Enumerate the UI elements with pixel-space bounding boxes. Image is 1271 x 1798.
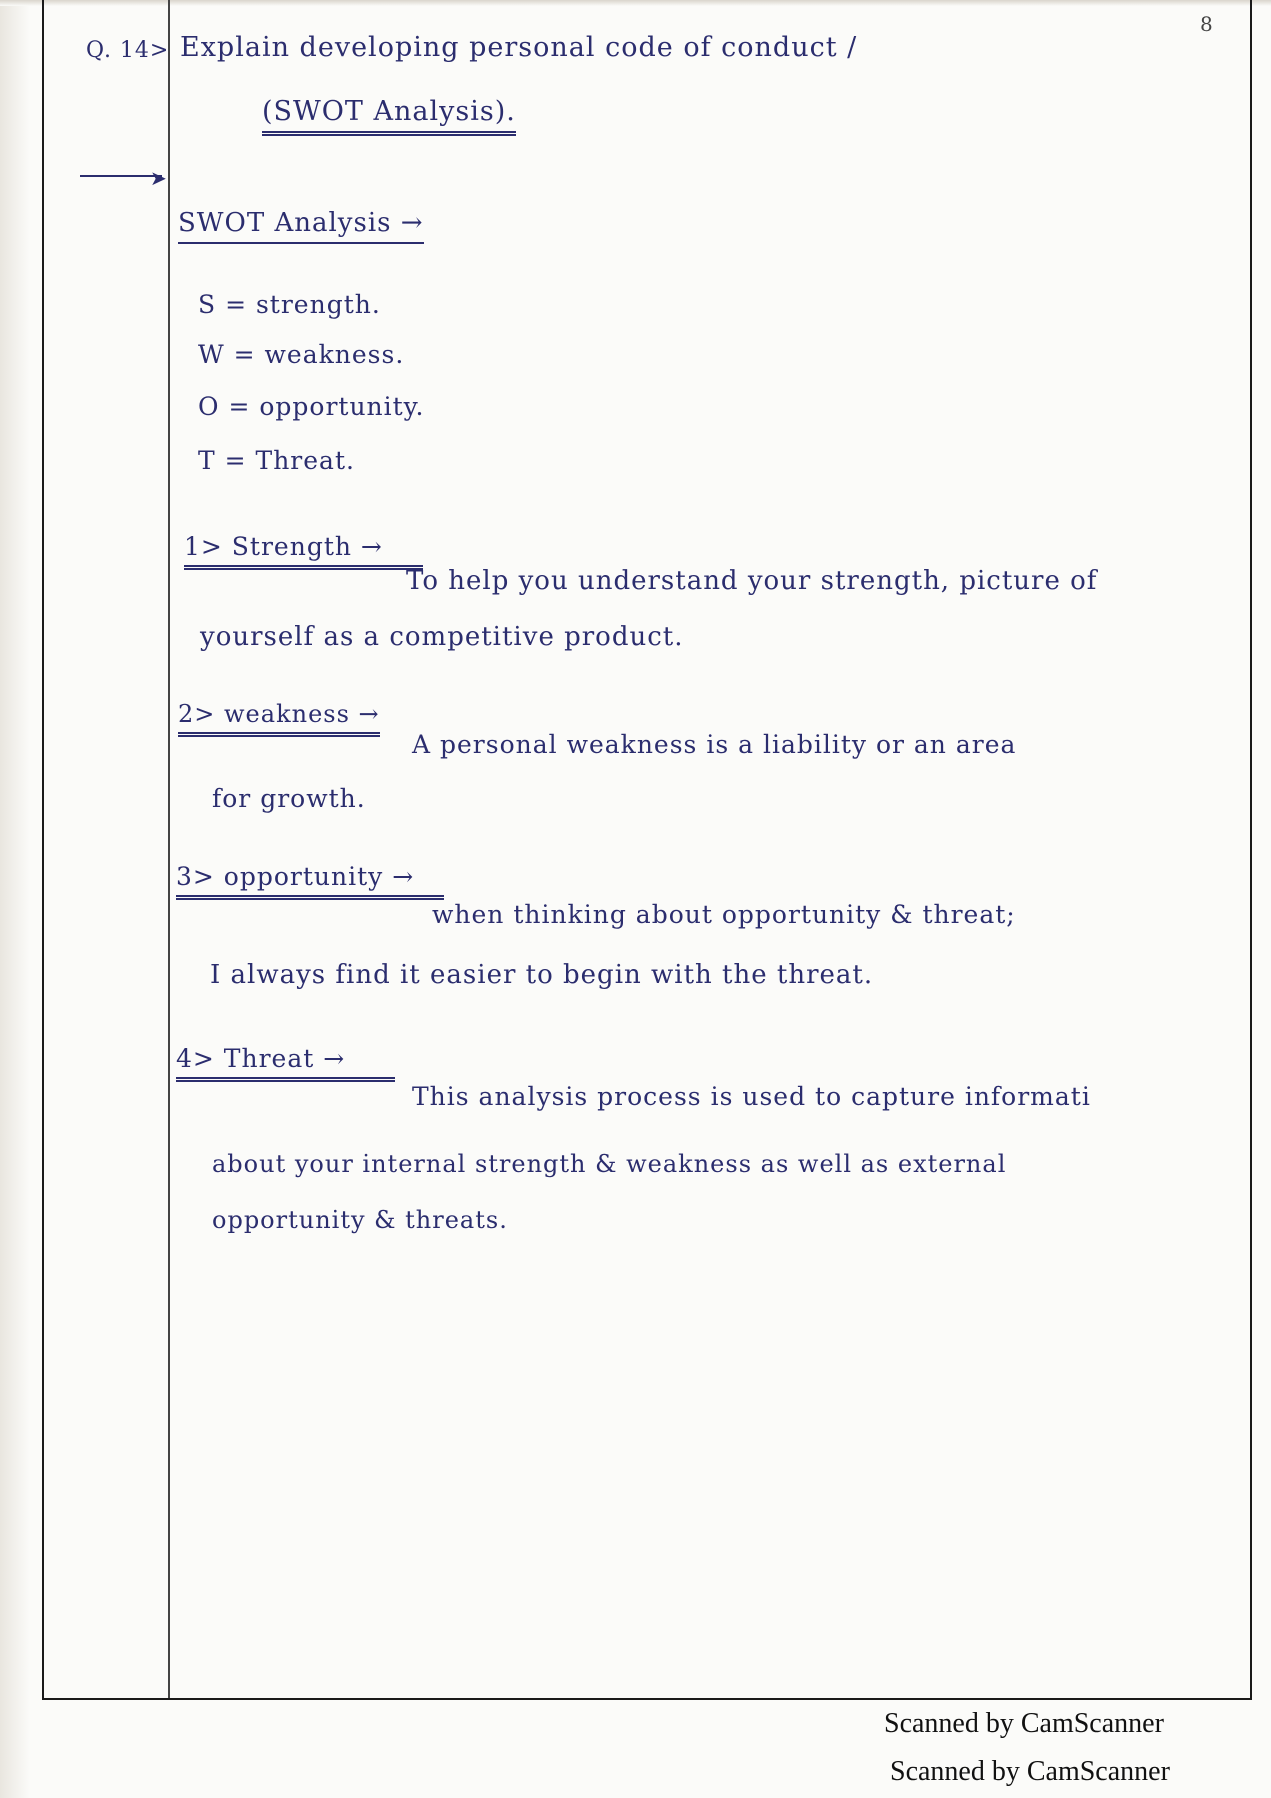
section-3-line1: when thinking about opportunity & threat; bbox=[432, 900, 1016, 929]
section-1-line1: To help you understand your strength, picture of bbox=[406, 566, 1098, 596]
section-2-line1: A personal weakness is a liability or an area bbox=[412, 730, 1017, 759]
section-4-heading: 4> Threat → bbox=[176, 1044, 395, 1082]
camscanner-watermark-1: Scanned by CamScanner bbox=[884, 1708, 1164, 1739]
camscanner-watermark-2: Scanned by CamScanner bbox=[890, 1756, 1170, 1787]
question-title-line2: (SWOT Analysis). bbox=[262, 96, 516, 136]
frame-right-border bbox=[1250, 0, 1252, 1700]
section-2-line2: for growth. bbox=[212, 784, 366, 813]
page-number: 8 bbox=[1200, 12, 1213, 36]
section-3-line2: I always find it easier to begin with the threat. bbox=[210, 960, 874, 990]
section-3-heading: 3> opportunity → bbox=[176, 862, 444, 900]
section-4-line3: opportunity & threats. bbox=[212, 1206, 508, 1234]
section-4-line2: about your internal strength & weakness as well as external bbox=[212, 1150, 1007, 1178]
frame-left-border bbox=[42, 0, 44, 1700]
section-4-line1: This analysis process is used to capture informati bbox=[412, 1082, 1091, 1111]
margin-arrow-head-icon: ➤ bbox=[150, 166, 167, 190]
question-title-line1: Explain developing personal code of conduct / bbox=[180, 32, 858, 63]
section-2-heading: 2> weakness → bbox=[178, 700, 380, 737]
margin-line bbox=[168, 0, 170, 1698]
page-top-shadow bbox=[0, 0, 1271, 6]
section-1-heading: 1> Strength → bbox=[184, 532, 423, 570]
swot-heading: SWOT Analysis → bbox=[178, 208, 424, 244]
frame-bottom-border bbox=[42, 1698, 1252, 1700]
definition-w: W = weakness. bbox=[198, 340, 405, 369]
definition-o: O = opportunity. bbox=[198, 392, 425, 421]
question-number: Q. 14> bbox=[86, 38, 170, 63]
section-1-line2: yourself as a competitive product. bbox=[200, 622, 684, 652]
definition-s: S = strength. bbox=[198, 290, 381, 319]
definition-t: T = Threat. bbox=[198, 446, 355, 475]
page-left-shadow bbox=[0, 0, 30, 1798]
